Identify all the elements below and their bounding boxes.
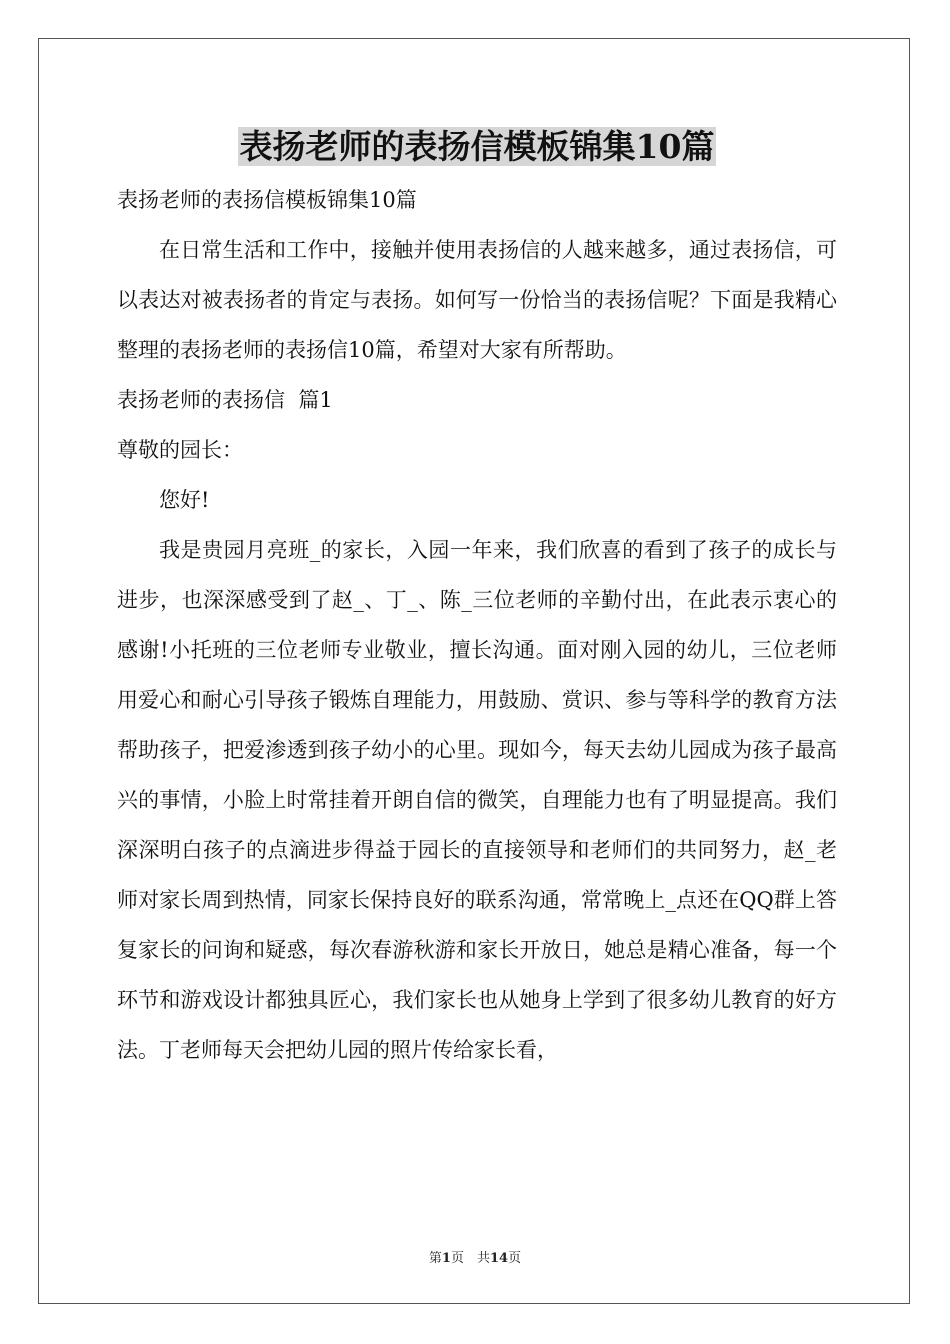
footer-page-prefix: 第 bbox=[428, 1251, 442, 1266]
document-body bbox=[117, 123, 837, 1075]
section-heading: 表扬老师的表扬信 篇1 bbox=[117, 388, 333, 412]
document-title-text: 表扬老师的表扬信模板锦集10篇 bbox=[239, 127, 715, 166]
document-title bbox=[117, 123, 837, 171]
document-subtitle: 表扬老师的表扬信模板锦集10篇 bbox=[117, 188, 417, 212]
intro-paragraph: 在日常生活和工作中，接触并使用表扬信的人越来越多，通过表扬信，可以表达对被表扬者的肯定与表扬。如何写一份恰当的表扬信呢？下面是我精心整理的表扬老师的表扬信10篇，希望对大家有所帮助。 bbox=[117, 238, 837, 362]
footer-page-suffix: 页 bbox=[508, 1251, 522, 1266]
salutation: 尊敬的园长： bbox=[117, 438, 243, 462]
page-footer bbox=[0, 1247, 950, 1266]
greeting: 您好! bbox=[159, 488, 210, 512]
letter-body-paragraph: 我是贵园月亮班_的家长，入园一年来，我们欣喜的看到了孩子的成长与进步，也深深感受到了赵_、丁_、陈_三位老师的辛勤付出，在此表示衷心的感谢!小托班的三位老师专业敬业，擅长沟通。面对刚入园的幼儿，三位老师用爱心和耐心引导孩子锻炼自理能力，用鼓励、赏识、参与等科学的教育方法帮助孩子，把爱渗透到孩子幼小的心里。现如今，每天去幼儿园成为孩子最高兴的事情，小脸上时常挂着开朗自信的微笑，自理能力也有了明显提高。我们深深明白孩子的点滴进步得益于园长的直接领导和老师们的共同努力，赵_老师对家长周到热情，同家长保持良好的联系沟通，常常晚上_点还在QQ群上答复家长的问询和疑惑，每次春游秋游和家长开放日，她总是精心准备，每一个环节和游戏设计都独具匠心，我们家长也从她身上学到了很多幼儿教育的好方法。丁老师每天会把幼儿园的照片传给家长看， bbox=[117, 538, 837, 1062]
footer-page-current: 1 bbox=[441, 1251, 451, 1266]
footer-page-total: 14 bbox=[489, 1251, 509, 1266]
footer-page-mid: 页 共 bbox=[450, 1251, 490, 1266]
